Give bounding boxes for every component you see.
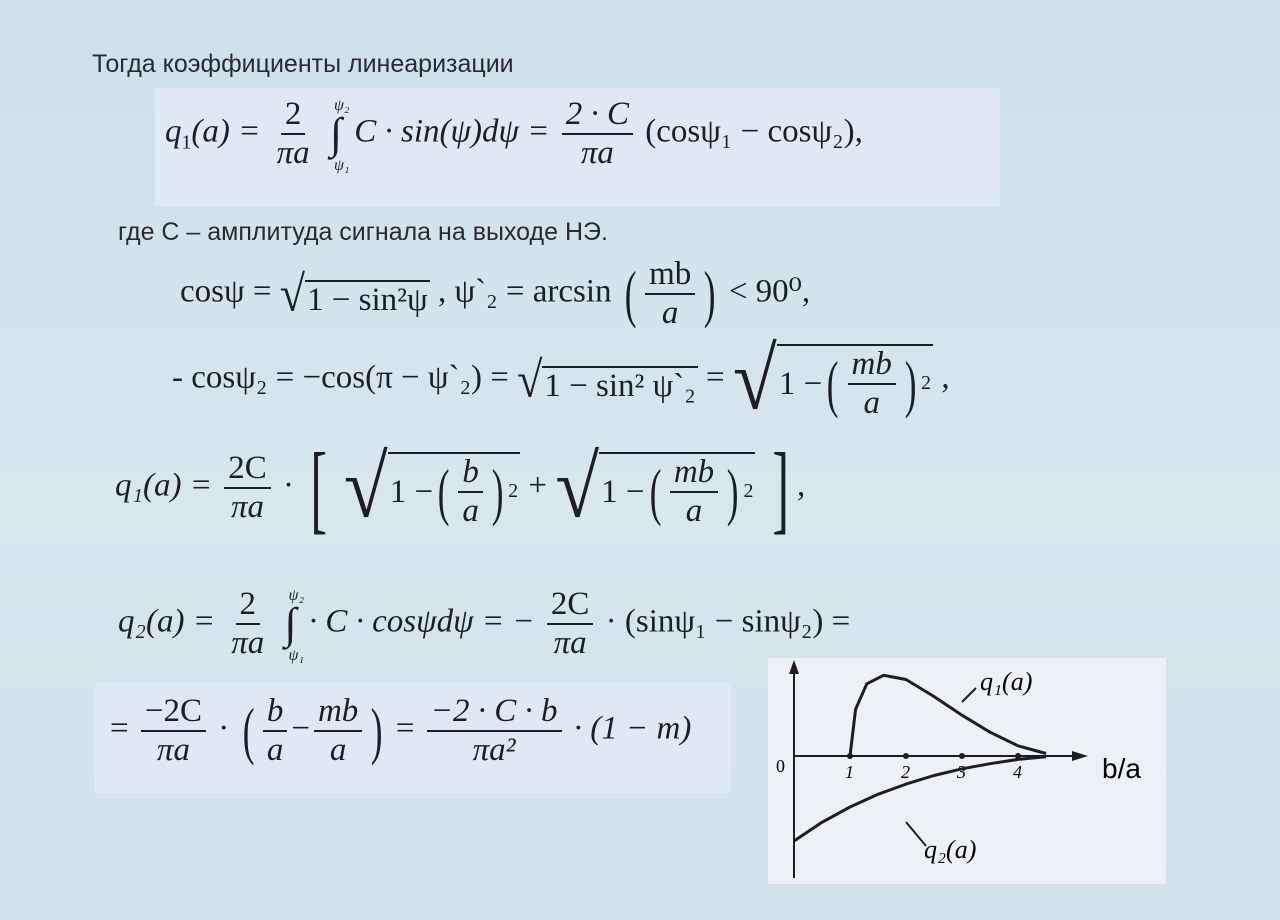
formula-minus-cos-psi2: - cosψ₂ = −cos(π − ψ`₂) = √ 1 − sin² ψ`₂ = √ 1 − ( $\frac{mb}{a}$ ) 2 , — [172, 331, 950, 429]
q1-leader — [962, 688, 976, 702]
series-label-q1: q₁(a) — [980, 667, 1033, 696]
amplitude-note: где С – амплитуда сигнала на выходе НЭ. — [118, 218, 608, 246]
y-axis-arrow — [789, 660, 799, 674]
formula-q2-result: = $\frac{-2C}{\pi a}$ · ( $\frac{b}{a}$ − $\frac{mb}{a}$ ) = $\frac{-2 \cdot C \cdot b}{\text{πa²}}$ · (1 − m) — [110, 693, 692, 768]
x-tick-label: 4 — [1013, 762, 1022, 782]
formula-q1-integral: $q_1(a)$ = $\frac{2}{\pi a}$ ∫ ψ₂ ψ₁ C · sin(ψ)dψ = $\frac{2 \cdot C}{\pi a}$ (cosψ₁ − cosψ₂), — [165, 96, 863, 174]
integral-sign: ∫ ψ₂ ψ₁ — [329, 97, 350, 174]
x-tick-label: 2 — [901, 762, 910, 782]
integral-sign: ∫ ψ₂ ψ₁ — [284, 587, 305, 664]
formula-q1-result: q₁(a) = $\frac{2C}{\pi a}$ · [ √ 1 − ( $\frac{b}{a}$ ) 2 + √ 1 − ( $\frac{mb}{a}$ ) 2 ] , — [115, 432, 806, 543]
q2-leader — [906, 822, 926, 846]
series-line-2 — [794, 757, 1046, 841]
x-axis-label: b/a — [1102, 753, 1141, 784]
x-tick-mark — [959, 753, 965, 759]
series-label-q2: q₂(a) — [924, 835, 977, 864]
formula-q2-integral: q₂(a) = $\frac{2}{\pi a}$ ∫ ψ₂ ψ₁ · C · cosψdψ = − $\frac{2C}{\pi a}$ · (sinψ₁ − sinψ₂) = — [118, 586, 851, 664]
slide-heading: Тогда коэффициенты линеаризации — [92, 50, 514, 78]
x-tick-label: 3 — [957, 762, 966, 782]
x-axis-arrow — [1072, 751, 1088, 761]
x-tick-mark — [903, 753, 909, 759]
x-tick-label: 1 — [845, 762, 854, 782]
q-coefficients-chart — [766, 656, 1166, 886]
formula-cos-psi: cosψ = √ 1 − sin²ψ , ψ`₂ = arcsin ( $\frac{mb}{a}$ ) < 90⁰, — [180, 256, 811, 331]
origin-label: 0 — [776, 756, 785, 776]
